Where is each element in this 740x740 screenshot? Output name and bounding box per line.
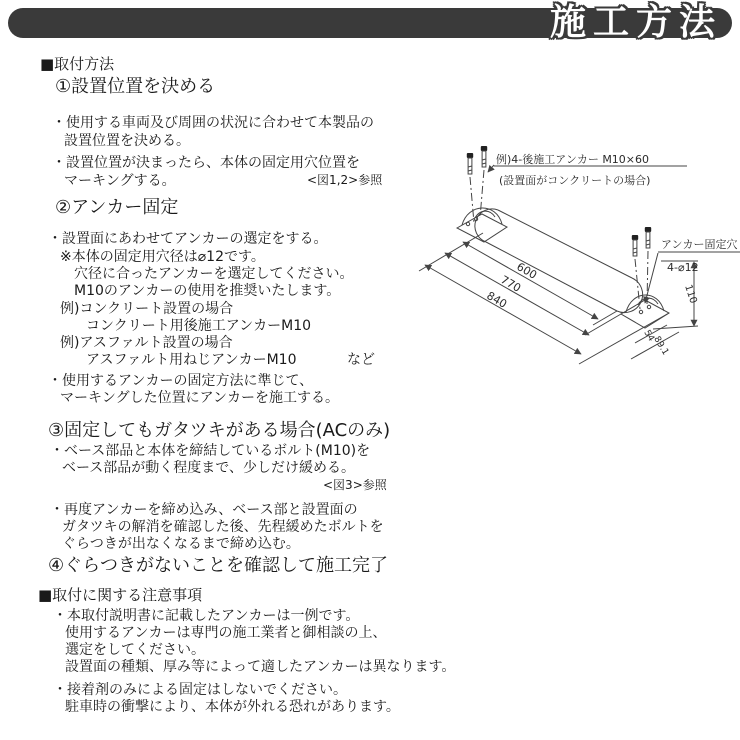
text-line: マーキングした位置にアンカーを施工する。	[60, 390, 340, 406]
dimension-89-1: 89.1	[651, 334, 671, 358]
text-line: アスファルト用ねじアンカーM10	[86, 352, 297, 368]
page-title: 施工方法	[549, 2, 722, 43]
anchor-bolt-icon	[645, 227, 651, 248]
text-line: 設置面の種類、厚み等によって適したアンカーは異なります。	[65, 659, 456, 675]
dimension-54: 54	[641, 328, 656, 344]
text-line: ・設置位置が決まったら、本体の固定用穴位置を	[52, 155, 360, 171]
dimension-110: 110	[682, 283, 699, 306]
step3-title: ③固定してもガタツキがある場合(ACのみ)	[48, 420, 391, 441]
text-line: など	[347, 352, 375, 368]
text-line: ・使用する車両及び周囲の状況に合わせて本製品の	[52, 115, 374, 131]
base-cap	[621, 295, 669, 328]
text-line: ・接着剤のみによる固定はしないでください。	[53, 682, 347, 698]
text-line: ベース部品が動く程度まで、少しだけ緩める。	[62, 460, 356, 476]
anchor-bolt-icon	[632, 235, 638, 256]
text-line: ガタツキの解消を確認した後、先程緩めたボルトを	[62, 519, 384, 535]
step1-title: ①設置位置を決める	[55, 76, 216, 97]
header-bar	[8, 2, 732, 43]
step2-title: ②アンカー固定	[55, 197, 179, 218]
diagram-label-hole-spec: 4-⌀12	[667, 261, 699, 274]
step4-title: ④ぐらつきがないことを確認して施工完了	[48, 555, 388, 576]
text-line: マーキングする。	[64, 173, 176, 189]
text-line: ・ベース部品と本体を締結しているボルト(M10)を	[50, 443, 371, 459]
text-line: 例)アスファルト設置の場合	[60, 335, 233, 351]
diagram-label-anchor-example: 例)4-後施工アンカー M10×60	[496, 153, 650, 166]
anchor-bolt-icon	[467, 153, 473, 174]
text-line: 選定をしてください。	[65, 642, 205, 658]
text-line: 設置位置を決める。	[64, 133, 190, 149]
text-line: ・再度アンカーを締め込み、ベース部と設置面の	[50, 502, 358, 518]
text-line: ぐらつきが出なくなるまで締め込む。	[62, 536, 300, 552]
text-line: 使用するアンカーは専門の施工業者と御相談の上、	[65, 625, 387, 641]
text-line: ・設置面にあわせてアンカーの選定をする。	[48, 231, 328, 247]
figure-reference: <図3>参照	[323, 478, 387, 492]
figure-reference: <図1,2>参照	[307, 173, 383, 187]
text-line: 穴径に合ったアンカーを選定してください。	[74, 266, 354, 282]
diagram-label-fixing-hole: アンカー固定穴	[661, 238, 738, 251]
text-line: コンクリート用後施工アンカーM10	[86, 318, 312, 334]
installation-diagram	[395, 115, 740, 405]
base-cap	[457, 208, 507, 242]
section-heading-mounting: ■取付方法	[40, 55, 115, 73]
text-line: 例)コンクリート設置の場合	[60, 301, 234, 317]
dimension-840: 840	[484, 289, 510, 311]
text-line: ・本取付説明書に記載したアンカーは一例です。	[53, 608, 360, 624]
anchor-bolt-icon	[481, 146, 487, 167]
dimension-600: 600	[514, 260, 540, 282]
section-heading-notes: ■取付に関する注意事項	[38, 586, 203, 604]
text-line: ※本体の固定用穴径は⌀12です。	[60, 249, 265, 265]
text-line: 駐車時の衝撃により、本体が外れる恐れがあります。	[65, 699, 400, 715]
text-line: ・使用するアンカーの固定方法に準じて、	[48, 373, 314, 389]
text-line: M10のアンカーの使用を推奨いたします。	[74, 283, 341, 299]
diagram-label-anchor-note: (設置面がコンクリートの場合)	[499, 174, 651, 187]
dimension-770: 770	[498, 273, 524, 295]
